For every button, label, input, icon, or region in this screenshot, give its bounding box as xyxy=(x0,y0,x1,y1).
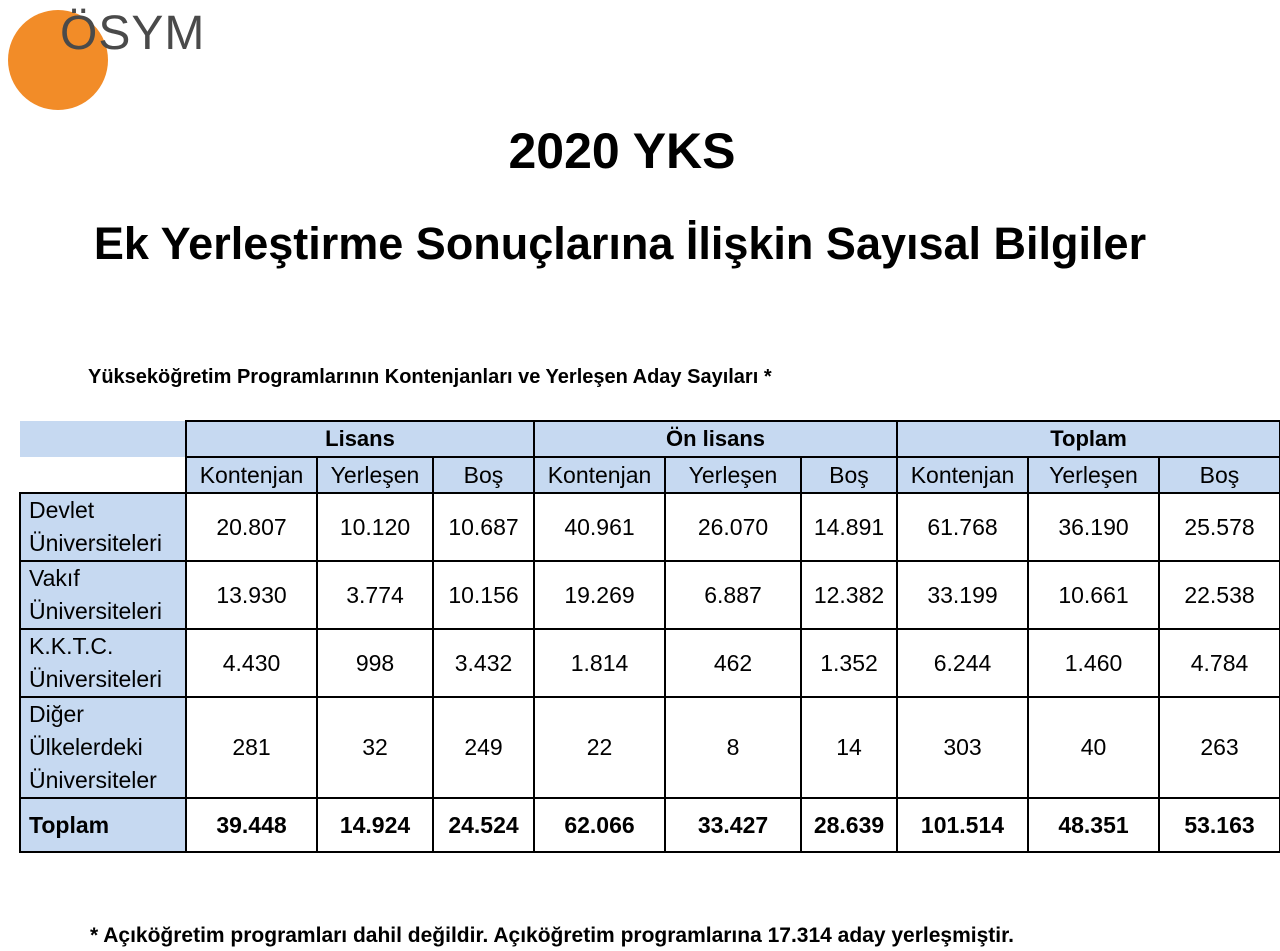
table-cell: 1.814 xyxy=(534,629,665,697)
corner-cell xyxy=(20,421,186,457)
group-header: Ön lisans xyxy=(534,421,897,457)
table-cell: 10.661 xyxy=(1028,561,1159,629)
table-cell: 32 xyxy=(317,697,433,798)
table-caption: Yükseköğretim Programlarının Kontenjanları ve Yerleşen Aday Sayıları * xyxy=(88,366,772,388)
total-cell: 24.524 xyxy=(433,798,534,852)
table-cell: 61.768 xyxy=(897,493,1028,561)
table-cell: 303 xyxy=(897,697,1028,798)
statistics-table xyxy=(19,420,1280,853)
column-header: Yerleşen xyxy=(1028,457,1159,493)
group-header: Lisans xyxy=(186,421,534,457)
table-cell: 6.244 xyxy=(897,629,1028,697)
table-cell: 8 xyxy=(665,697,801,798)
row-label: Diğer Ülkelerdeki Üniversiteler xyxy=(20,697,186,798)
column-header: Kontenjan xyxy=(897,457,1028,493)
total-cell: 48.351 xyxy=(1028,798,1159,852)
table-cell: 4.430 xyxy=(186,629,317,697)
column-header: Kontenjan xyxy=(186,457,317,493)
table-cell: 14 xyxy=(801,697,897,798)
row-label: Devlet Üniversiteleri xyxy=(20,493,186,561)
column-header: Yerleşen xyxy=(317,457,433,493)
corner-cell xyxy=(20,457,186,493)
total-cell: 53.163 xyxy=(1159,798,1280,852)
row-label: K.K.T.C. Üniversiteleri xyxy=(20,629,186,697)
table-cell: 6.887 xyxy=(665,561,801,629)
group-header-row xyxy=(20,421,1280,457)
table-cell: 26.070 xyxy=(665,493,801,561)
page-title-year: 2020 YKS xyxy=(508,123,736,179)
table-cell: 10.120 xyxy=(317,493,433,561)
total-cell: 33.427 xyxy=(665,798,801,852)
table-cell: 10.687 xyxy=(433,493,534,561)
table-cell: 20.807 xyxy=(186,493,317,561)
table-cell: 462 xyxy=(665,629,801,697)
row-label: Vakıf Üniversiteleri xyxy=(20,561,186,629)
column-header-row xyxy=(20,457,1280,493)
table-cell: 12.382 xyxy=(801,561,897,629)
table-cell: 13.930 xyxy=(186,561,317,629)
table-cell: 40.961 xyxy=(534,493,665,561)
table-cell: 281 xyxy=(186,697,317,798)
logo-text: ÖSYM xyxy=(60,7,206,60)
table-cell: 4.784 xyxy=(1159,629,1280,697)
table-cell: 14.891 xyxy=(801,493,897,561)
column-header: Kontenjan xyxy=(534,457,665,493)
total-cell: 39.448 xyxy=(186,798,317,852)
table-cell: 263 xyxy=(1159,697,1280,798)
table-cell: 40 xyxy=(1028,697,1159,798)
column-header: Boş xyxy=(433,457,534,493)
table-cell: 22.538 xyxy=(1159,561,1280,629)
total-cell: 28.639 xyxy=(801,798,897,852)
table-row xyxy=(20,697,1280,798)
total-row xyxy=(20,798,1280,852)
table-row xyxy=(20,493,1280,561)
column-header: Yerleşen xyxy=(665,457,801,493)
table-cell: 3.432 xyxy=(433,629,534,697)
table-cell: 25.578 xyxy=(1159,493,1280,561)
table-cell: 33.199 xyxy=(897,561,1028,629)
table-cell: 249 xyxy=(433,697,534,798)
column-header: Boş xyxy=(801,457,897,493)
table-cell: 36.190 xyxy=(1028,493,1159,561)
table-row xyxy=(20,629,1280,697)
total-cell: 62.066 xyxy=(534,798,665,852)
page-title: Ek Yerleştirme Sonuçlarına İlişkin Sayısal Bilgiler xyxy=(93,218,1147,269)
column-header: Boş xyxy=(1159,457,1280,493)
total-label: Toplam xyxy=(20,798,186,852)
table-cell: 3.774 xyxy=(317,561,433,629)
table-cell: 998 xyxy=(317,629,433,697)
table-cell: 19.269 xyxy=(534,561,665,629)
osym-logo xyxy=(8,8,218,110)
total-cell: 14.924 xyxy=(317,798,433,852)
group-header: Toplam xyxy=(897,421,1280,457)
footnote: * Açıköğretim programları dahil değildir. Açıköğretim programlarına 17.314 aday yerleşmiştir. xyxy=(90,924,1014,947)
table-cell: 10.156 xyxy=(433,561,534,629)
table-cell: 1.352 xyxy=(801,629,897,697)
table-cell: 22 xyxy=(534,697,665,798)
table-cell: 1.460 xyxy=(1028,629,1159,697)
total-cell: 101.514 xyxy=(897,798,1028,852)
table-row xyxy=(20,561,1280,629)
